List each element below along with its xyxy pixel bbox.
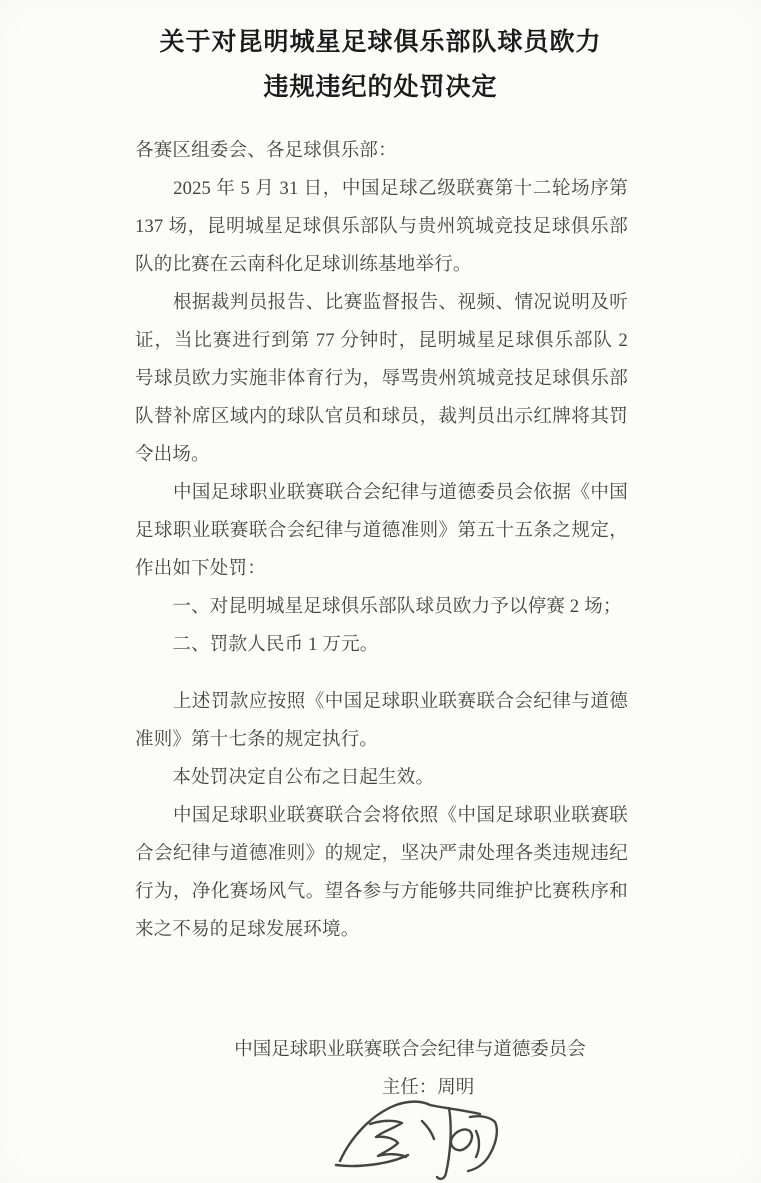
paragraph-line: 中国足球职业联赛联合会纪律与道德委员会依据《中国 xyxy=(135,483,628,503)
paragraph xyxy=(135,284,628,474)
paragraph-line: 行为，净化赛场风气。望各参与方能够共同维护比赛秩序和 xyxy=(135,882,628,902)
paragraph-line: 队的比赛在云南科化足球训练基地举行。 xyxy=(135,255,472,275)
paragraphs xyxy=(135,170,628,949)
signer-title-name: 主任：周明 xyxy=(381,1078,475,1098)
paragraph-line: 2025 年 5 月 31 日，中国足球乙级联赛第十二轮场序第 xyxy=(135,179,628,199)
paragraph-line: 二、罚款人民币 1 万元。 xyxy=(135,635,379,655)
salutation: 各赛区组委会、各足球俱乐部： xyxy=(135,141,397,161)
paragraph-line: 合会纪律与道德准则》的规定，坚决严肃处理各类违规违纪 xyxy=(135,844,628,864)
paragraph-line: 本处罚决定自公布之日起生效。 xyxy=(135,768,435,788)
paragraph-line: 足球职业联赛联合会纪律与道德准则》第五十五条之规定， xyxy=(135,521,628,541)
paragraph-line: 来之不易的足球发展环境。 xyxy=(135,920,360,940)
paragraph xyxy=(135,170,628,284)
paragraph-line: 证，当比赛进行到第 77 分钟时，昆明城星足球俱乐部队 2 xyxy=(135,331,628,351)
paragraph-line: 准则》第十七条的规定执行。 xyxy=(135,730,379,750)
paragraph xyxy=(135,626,628,664)
paragraph-line: 137 场，昆明城星足球俱乐部队与贵州筑城竞技足球俱乐部 xyxy=(135,217,628,237)
paragraph xyxy=(135,588,628,626)
issuing-organization: 中国足球职业联赛联合会纪律与道德委员会 xyxy=(234,1040,586,1060)
paragraph-line: 令出场。 xyxy=(135,445,210,465)
paragraph xyxy=(135,683,628,759)
paragraph xyxy=(135,759,628,797)
document-body xyxy=(135,132,628,949)
paragraph-line: 号球员欧力实施非体育行为，辱骂贵州筑城竞技足球俱乐部 xyxy=(135,369,628,389)
signature-block xyxy=(230,1031,590,1183)
paragraph-line: 一、对昆明城星足球俱乐部队球员欧力予以停赛 2 场； xyxy=(135,597,622,617)
paragraph xyxy=(135,797,628,949)
document-title-line-2: 违规违纪的处罚决定 xyxy=(263,74,498,101)
paragraph-line: 队替补席区域内的球队官员和球员，裁判员出示红牌将其罚 xyxy=(135,407,628,427)
paragraph-line: 根据裁判员报告、比赛监督报告、视频、情况说明及听 xyxy=(135,293,628,313)
paragraph xyxy=(135,474,628,588)
paragraph-line: 上述罚款应按照《中国足球职业联赛联合会纪律与道德 xyxy=(135,692,628,712)
document-title xyxy=(0,0,761,110)
paragraph-line: 中国足球职业联赛联合会将依照《中国足球职业联赛联 xyxy=(135,806,628,826)
document-title-line-1: 关于对昆明城星足球俱乐部队球员欧力 xyxy=(159,29,602,56)
paragraph-line: 作出如下处罚： xyxy=(135,559,266,579)
